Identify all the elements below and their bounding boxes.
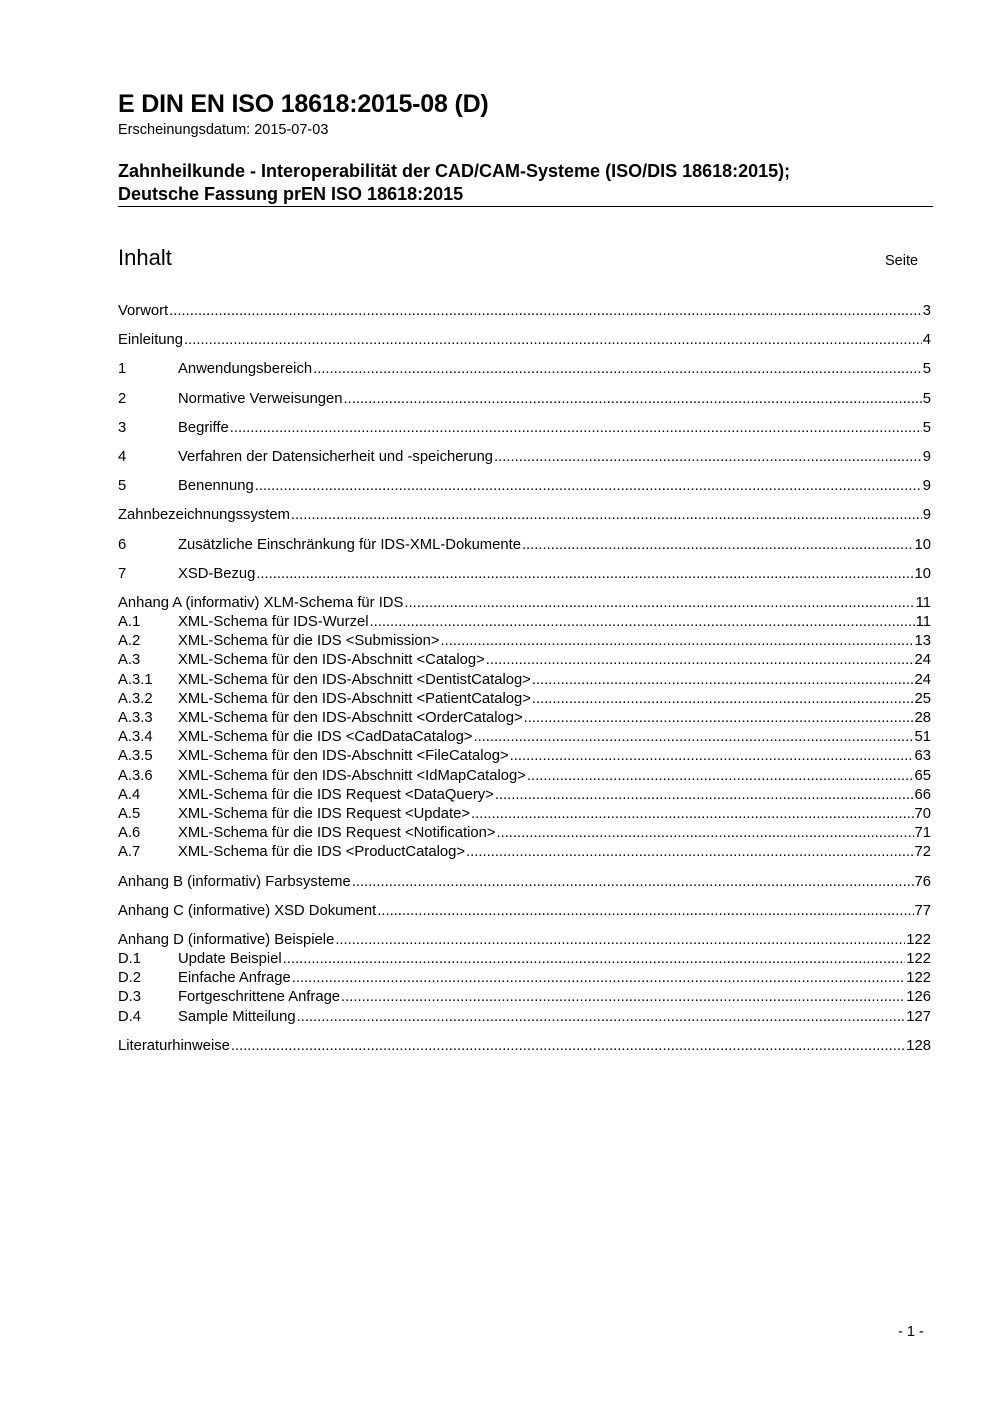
toc-entry-title: Einleitung: [118, 332, 183, 349]
toc-entry-number: A.5: [118, 805, 141, 822]
toc-dot-leader: [291, 506, 922, 525]
toc-entry-page: 127: [906, 1008, 931, 1025]
toc-entry[interactable]: [118, 728, 931, 747]
title-divider: [118, 206, 933, 207]
publication-date: Erscheinungsdatum: 2015-07-03: [118, 122, 329, 138]
toc-entry-page: 11: [915, 594, 931, 611]
toc-dot-leader: [341, 988, 905, 1007]
toc-dot-leader: [231, 1037, 905, 1056]
toc-entry-number: A.2: [118, 633, 141, 650]
toc-entry-number: A.3: [118, 652, 141, 669]
toc-entry-page: 126: [906, 989, 931, 1006]
toc-entry-title: Zahnbezeichnungssystem: [118, 507, 290, 524]
toc-entry-number: D.4: [118, 1008, 142, 1025]
toc-entry-title: XML-Schema für den IDS-Abschnitt <Catalog>: [178, 652, 485, 669]
toc-entry-title: Zusätzliche Einschränkung für IDS-XML-Dokumente: [178, 536, 521, 553]
toc-dot-leader: [404, 594, 914, 613]
toc-dot-leader: [532, 671, 914, 690]
toc-entry[interactable]: [118, 690, 931, 709]
toc-dot-leader: [441, 632, 914, 651]
toc-entry[interactable]: [118, 747, 931, 766]
toc-entry-page: 25: [914, 690, 931, 707]
toc-entry-page: 51: [914, 729, 931, 746]
toc-entry-title: XML-Schema für den IDS-Abschnitt <OrderCatalog>: [178, 710, 523, 726]
toc-entry-title: XML-Schema für die IDS <CadDataCatalog>: [178, 729, 473, 746]
toc-dot-leader: [510, 747, 914, 766]
toc-entry-title: Verfahren der Datensicherheit und -speicherung: [178, 448, 494, 465]
toc-entry-page: 5: [922, 390, 931, 407]
toc-dot-leader: [524, 709, 914, 728]
toc-dot-leader: [522, 536, 914, 555]
toc-entry-number: 4: [118, 448, 127, 465]
toc-entry-title: XML-Schema für die IDS Request <Update>: [178, 805, 470, 822]
toc-entry[interactable]: [118, 536, 931, 555]
toc-dot-leader: [297, 1008, 906, 1027]
toc-entry-number: D.1: [118, 951, 142, 968]
toc-entry-number: A.3.2: [118, 690, 153, 707]
toc-entry-page: 76: [914, 873, 931, 890]
toc-dot-leader: [532, 690, 914, 709]
toc-entry-page: 71: [914, 825, 931, 842]
toc-dot-leader: [230, 419, 922, 438]
toc-entry-title: Anhang C (informative) XSD Dokument: [118, 902, 377, 919]
toc-entry[interactable]: [118, 331, 931, 350]
toc-entry-title: Update Beispiel: [178, 951, 282, 968]
toc-entry-title: XSD-Bezug: [178, 565, 256, 582]
toc-entry[interactable]: [118, 632, 931, 651]
toc-entry-title: XML-Schema für die IDS <ProductCatalog>: [178, 844, 466, 861]
toc-entry-page: 24: [914, 671, 931, 688]
toc-entry[interactable]: [118, 902, 931, 921]
toc-entry-page: 122: [906, 951, 931, 968]
toc-entry[interactable]: [118, 709, 931, 728]
toc-entry[interactable]: [118, 988, 931, 1007]
toc-page-label: Seite: [885, 253, 919, 269]
toc-entry[interactable]: [118, 805, 931, 824]
toc-entry-title: XML-Schema für den IDS-Abschnitt <FileCatalog>: [178, 748, 509, 765]
toc-entry-title: Literaturhinweise: [118, 1037, 230, 1054]
toc-dot-leader: [335, 931, 905, 950]
toc-entry-page: 66: [914, 786, 931, 803]
toc-entry[interactable]: [118, 969, 931, 988]
toc-entry-number: A.1: [118, 614, 141, 631]
toc-entry[interactable]: [118, 950, 931, 969]
toc-dot-leader: [495, 786, 914, 805]
toc-entry[interactable]: [118, 506, 931, 525]
toc-entry[interactable]: [118, 671, 931, 690]
toc-entry-page: 70: [914, 805, 931, 822]
toc-entry-title: Vorwort: [118, 303, 169, 319]
toc-dot-leader: [486, 651, 914, 670]
toc-entry-page: 122: [906, 931, 931, 948]
toc-dot-leader: [473, 728, 913, 747]
table-of-contents: [118, 302, 931, 1056]
toc-dot-leader: [496, 824, 913, 843]
toc-entry-page: 24: [914, 652, 931, 669]
toc-entry-number: 2: [118, 390, 127, 407]
toc-entry-number: 1: [118, 361, 127, 378]
toc-dot-leader: [466, 843, 913, 862]
toc-entry-number: D.2: [118, 970, 142, 987]
toc-entry[interactable]: [118, 302, 931, 321]
toc-entry-title: Anhang A (informativ) XLM-Schema für IDS: [118, 594, 404, 611]
toc-entry-page: 9: [922, 448, 931, 465]
toc-entry[interactable]: [118, 360, 931, 379]
toc-entry-number: D.3: [118, 989, 142, 1006]
toc-dot-leader: [169, 302, 922, 321]
toc-entry-number: A.3.6: [118, 767, 153, 784]
toc-entry-page: 10: [914, 536, 931, 553]
toc-dot-leader: [494, 448, 922, 467]
toc-entry-number: A.3.1: [118, 671, 153, 688]
toc-dot-leader: [313, 360, 922, 379]
toc-entry[interactable]: [118, 448, 931, 467]
toc-dot-leader: [370, 613, 915, 632]
toc-entry[interactable]: [118, 477, 931, 496]
toc-dot-leader: [527, 767, 914, 786]
toc-entry-page: 65: [914, 767, 931, 784]
toc-entry-page: 128: [906, 1037, 931, 1054]
toc-entry-title: Fortgeschrittene Anfrage: [178, 989, 341, 1006]
toc-entry-page: 9: [922, 507, 931, 524]
toc-entry-title: Einfache Anfrage: [178, 970, 291, 987]
toc-entry[interactable]: [118, 419, 931, 438]
toc-dot-leader: [377, 902, 913, 921]
toc-entry[interactable]: [118, 613, 931, 632]
toc-entry-title: XML-Schema für die IDS Request <DataQuery>: [178, 786, 494, 803]
toc-dot-leader: [184, 331, 922, 350]
toc-entry[interactable]: [118, 786, 931, 805]
toc-dot-leader: [471, 805, 914, 824]
toc-entry[interactable]: [118, 565, 931, 584]
toc-entry[interactable]: [118, 390, 931, 409]
toc-entry-page: 9: [922, 478, 931, 495]
toc-entry-page: 4: [922, 332, 931, 349]
document-title: E DIN EN ISO 18618:2015-08 (D): [118, 90, 489, 118]
toc-entry-title: XML-Schema für den IDS-Abschnitt <PatientCatalog>: [178, 690, 531, 707]
toc-entry-title: XML-Schema für die IDS <Submission>: [178, 633, 440, 650]
subtitle-line-1: Zahnheilkunde - Interoperabilität der CAD/CAM-Systeme (ISO/DIS 18618:2015);: [118, 161, 791, 181]
subtitle-line-2: Deutsche Fassung prEN ISO 18618:2015: [118, 184, 464, 204]
toc-entry-page: 77: [914, 902, 931, 919]
toc-entry-page: 13: [914, 633, 931, 650]
toc-entry-title: Sample Mitteilung: [178, 1008, 296, 1025]
toc-entry-title: XML-Schema für IDS-Wurzel: [178, 614, 369, 631]
toc-entry-number: A.3.3: [118, 710, 153, 726]
toc-entry-page: 28: [914, 710, 931, 726]
toc-entry-title: XML-Schema für den IDS-Abschnitt <IdMapCatalog>: [178, 767, 526, 784]
toc-entry-number: 6: [118, 536, 127, 553]
toc-entry[interactable]: [118, 824, 931, 843]
toc-entry-title: Anhang D (informative) Beispiele: [118, 931, 335, 948]
toc-entry-title: Anwendungsbereich: [178, 361, 313, 378]
toc-entry[interactable]: [118, 1008, 931, 1027]
toc-entry-title: Normative Verweisungen: [178, 390, 343, 407]
toc-entry-title: Benennung: [178, 478, 254, 495]
toc-entry[interactable]: [118, 594, 931, 613]
toc-entry-number: A.6: [118, 825, 141, 842]
toc-entry-page: 5: [922, 361, 931, 378]
page-number: - 1 -: [898, 1324, 924, 1340]
toc-entry-title: XML-Schema für die IDS Request <Notification>: [178, 825, 496, 842]
toc-entry[interactable]: [118, 767, 931, 786]
toc-entry[interactable]: [118, 873, 931, 892]
toc-entry-page: 5: [922, 419, 931, 436]
toc-entry-page: 10: [914, 565, 931, 582]
toc-entry[interactable]: [118, 651, 931, 670]
toc-entry[interactable]: [118, 843, 931, 862]
toc-dot-leader: [352, 873, 914, 892]
toc-entry[interactable]: [118, 931, 931, 950]
toc-heading: Inhalt: [118, 245, 172, 270]
toc-dot-leader: [344, 390, 922, 409]
toc-entry-page: 63: [914, 748, 931, 765]
toc-entry-page: 11: [915, 614, 931, 631]
toc-entry-number: A.4: [118, 786, 141, 803]
toc-entry-number: A.3.5: [118, 748, 153, 765]
toc-entry-title: Begriffe: [178, 419, 229, 436]
toc-entry-page: 3: [922, 303, 931, 319]
toc-dot-leader: [256, 565, 913, 584]
toc-dot-leader: [255, 477, 922, 496]
toc-entry-title: XML-Schema für den IDS-Abschnitt <DentistCatalog>: [178, 671, 531, 688]
toc-entry[interactable]: [118, 1037, 931, 1056]
toc-entry-page: 122: [906, 970, 931, 987]
toc-dot-leader: [292, 969, 906, 988]
document-subtitle: [118, 160, 790, 206]
toc-entry-title: Anhang B (informativ) Farbsysteme: [118, 873, 351, 890]
toc-entry-page: 72: [914, 844, 931, 861]
toc-entry-number: 7: [118, 565, 127, 582]
toc-entry-number: 3: [118, 419, 127, 436]
toc-entry-number: 5: [118, 478, 127, 495]
toc-dot-leader: [283, 950, 906, 969]
toc-entry-number: A.3.4: [118, 729, 153, 746]
toc-entry-number: A.7: [118, 844, 141, 861]
